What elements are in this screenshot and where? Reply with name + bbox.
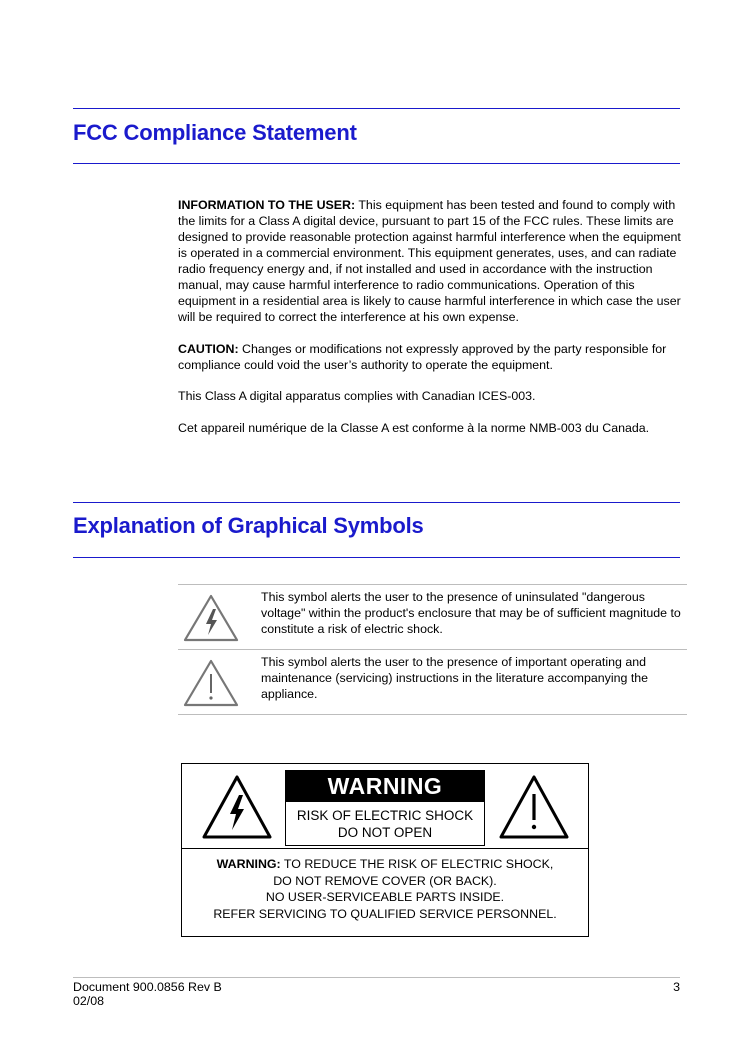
document-number: Document 900.0856 Rev B: [73, 980, 222, 994]
exclamation-triangle-icon: [182, 658, 240, 708]
footer-rule: [73, 977, 680, 978]
symbol-row: [178, 585, 687, 650]
symbols-top-rule: [73, 502, 680, 503]
symbols-heading: Explanation of Graphical Symbols: [73, 513, 424, 538]
warning-body-label: WARNING:: [216, 857, 281, 871]
caution-label: CAUTION:: [178, 341, 239, 356]
warning-subtitle: [286, 802, 484, 841]
symbol-description: This symbol alerts the user to the presence of important operating and maintenance (servicing) instructions in the literature accompanying the appliance.: [261, 655, 649, 701]
lightning-triangle-icon: [201, 774, 273, 840]
fcc-body: [178, 197, 683, 451]
page-number: 3: [673, 980, 680, 994]
warning-sub-line2: DO NOT OPEN: [337, 825, 433, 840]
warning-label-header: [182, 764, 588, 849]
warning-body-line1: TO REDUCE THE RISK OF ELECTRIC SHOCK,: [280, 857, 554, 871]
caution-paragraph: [178, 341, 683, 373]
lightning-triangle-icon: [182, 593, 240, 643]
warning-label: [181, 763, 589, 937]
warning-instructions: [182, 856, 588, 922]
warning-title: WARNING: [286, 771, 484, 802]
fcc-heading: FCC Compliance Statement: [73, 120, 357, 145]
info-label: INFORMATION TO THE USER:: [178, 198, 356, 212]
canada-fr-paragraph: Cet appareil numérique de la Classe A est conforme à la norme NMB-003 du Canada.: [178, 420, 650, 435]
exclamation-triangle-icon: [498, 774, 570, 840]
warning-line4: REFER SERVICING TO QUALIFIED SERVICE PERSONNEL.: [213, 906, 557, 921]
caution-text: Changes or modifications not expressly approved by the party responsible for compliance could void the user’s authority to operate the equipment.: [178, 341, 667, 372]
warning-line1: [182, 856, 588, 873]
footer-document-info: [73, 980, 222, 1008]
warning-sub-line1: RISK OF ELECTRIC SHOCK: [296, 808, 474, 823]
fcc-heading-rule: [73, 163, 680, 164]
document-date: 02/08: [73, 994, 105, 1008]
warning-line2: DO NOT REMOVE COVER (OR BACK).: [273, 873, 497, 888]
warning-line3: NO USER-SERVICEABLE PARTS INSIDE.: [265, 890, 505, 904]
symbol-description: This symbol alerts the user to the presence of uninsulated "dangerous voltage" within the product's enclosure that may be of sufficient magnitude to constitute a risk of electric shock.: [261, 590, 681, 636]
warning-title-box: [285, 770, 485, 846]
canada-en-paragraph: This Class A digital apparatus complies with Canadian ICES-003.: [178, 389, 536, 403]
symbol-row: [178, 650, 687, 715]
info-paragraph: [178, 197, 683, 325]
info-text: This equipment has been tested and found to comply with the limits for a Class A digital device, pursuant to part 15 of the FCC rules. These limits are designed to provide reasonable protection against harmful interference when the equipment is operated in a commercial environment. This equipment generates, uses, and can radiate radio frequency energy and, if not installed and used in accordance with the instruction manual, may cause harmful interference to radio communications. Operation of this equipment in a residential area is likely to cause harmful interference in which case the user will be required to correct the interference at his own expense.: [178, 198, 681, 324]
symbols-table: [178, 584, 687, 715]
symbols-heading-rule: [73, 557, 680, 558]
top-rule: [73, 108, 680, 109]
